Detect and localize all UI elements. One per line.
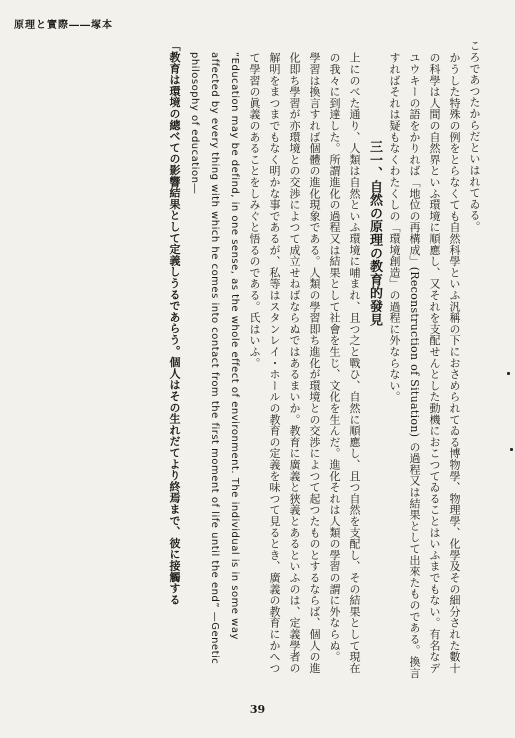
paragraph: 學習は換言すれば個體の進化現象である。人類の學習即ち進化が環境との交渉によつて起つたものとするならば、個人の進化即ち學習が亦環境との交渉によつて成立せねばならぬではあるまいか。教育に廣義と狹義とあるといふのは、定義學者の解明をまつまでもなく明かな事であるが、私等はスタンレイ・ホールの教育の定義を味つて見るとき、廣義の教育にかへつて學習の眞義のあることをしみぐと悟るのである。氏はいふ。 [248,52,321,674]
margin-mark [510,448,513,451]
paragraph: かうした特殊の例をとらなくても自然科學といふ汎稱の下におさめられてゐる博物學、物理學、化學及その細分された數十の科學は人間の自然界といふ環境に順應し、又それを支配せんとした動機におこつてゐることはいふまでもない。有名なデユウキーの語をかりれば「地位の再構成」(Reconstruction of Situation) の過程又は結果として出來たものである。換言すればそれは疑もなくわたくしの「環境創造」の過程に外ならない。 [388,52,461,679]
english-quote: “Education may be defind, in one sense, as the whole effect of environment. The individual is in some way affected by every thing with which he comes into contact from the first moment of life until the end” —Genetic philosophy of education― [189,52,240,665]
vertical-text-body [22,40,484,680]
translation-paragraph: 「教育は環境の總べての影響結果として定義しうるであらう。個人はその生れだてより終焉まで、彼に接觸する [168,40,181,605]
running-head: 原理と實際――塚本 [14,20,113,31]
paragraph: ころであつたからだといはれてゐる。 [468,40,481,233]
section-heading: 三一、自然の原理の教育的發見 [367,140,382,327]
page-number: 39 [249,703,266,716]
paragraph: 上にのべた通り、人類は自然といふ環境に哺まれ、且つ之と戰ひ、自然に順應し、且つ自然を支配し、その結果として現在の我々に到達した。所謂進化の過程又は結果として社會を生じ、文化を生んだ。進化それは人類の學習の謂に外ならぬ。 [328,52,361,674]
margin-mark [507,372,510,375]
